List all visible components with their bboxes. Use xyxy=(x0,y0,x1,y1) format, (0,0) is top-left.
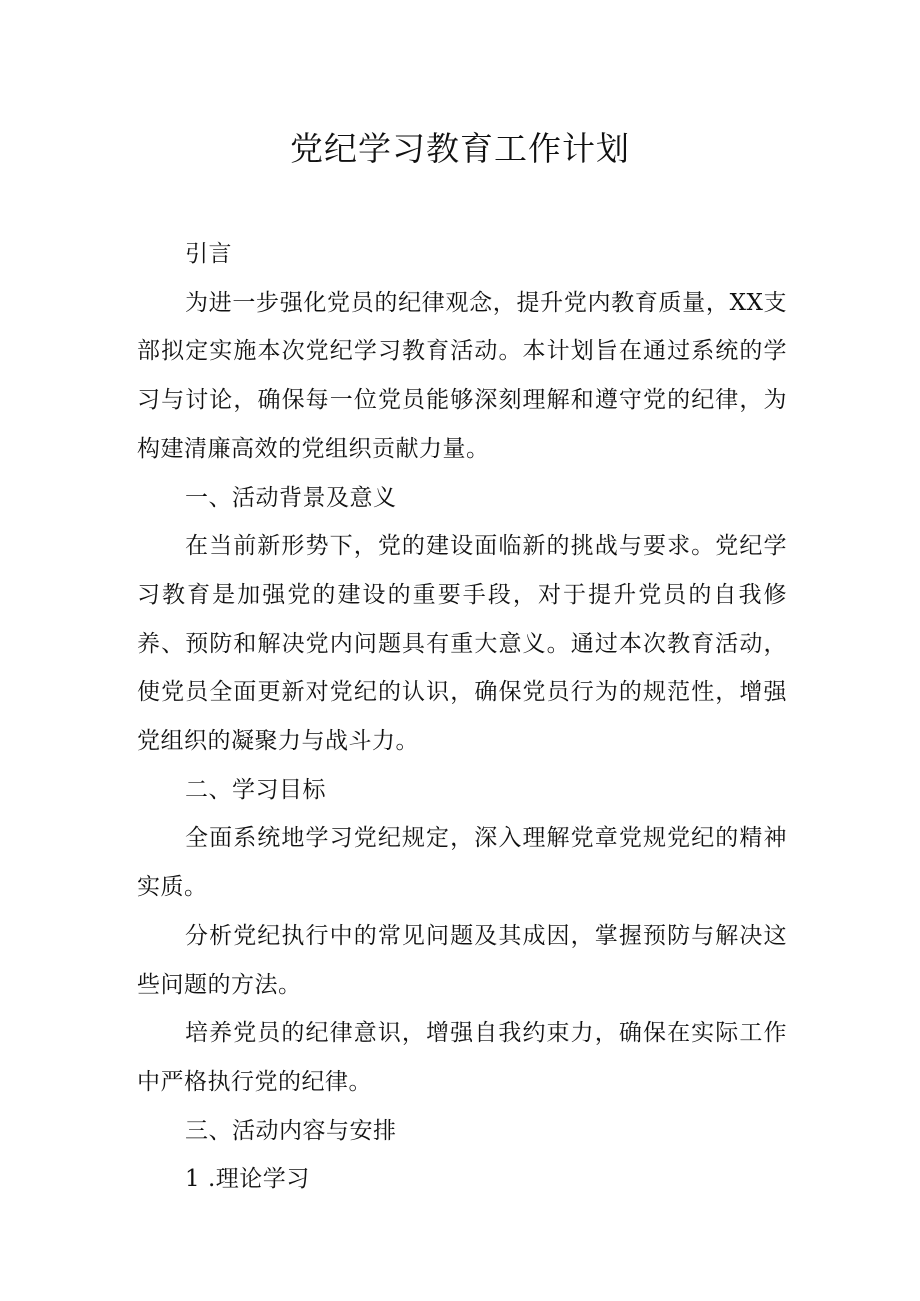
paragraph-goal-3: 培养党员的纪律意识，增强自我约束力，确保在实际工作中严格执行党的纪律。 xyxy=(137,1020,787,1095)
paragraph-intro: 为进一步强化党员的纪律观念，提升党内教育质量，XX支部拟定实施本次党纪学习教育活动。本计划旨在通过系统的学习与讨论，确保每一位党员能够深刻理解和遵守党的纪律，为构建清廉高效的党组织贡献力量。 xyxy=(137,289,787,462)
document-body xyxy=(137,230,787,1204)
paragraph-background: 在当前新形势下，党的建设面临新的挑战与要求。党纪学习教育是加强党的建设的重要手段，对于提升党员的自我修养、预防和解决党内问题具有重大意义。通过本次教育活动，使党员全面更新对党纪的认识，确保党员行为的规范性，增强党组织的凝聚力与战斗力。 xyxy=(137,533,787,755)
section-heading-content: 三、活动内容与安排 xyxy=(185,1117,397,1144)
section-heading-intro: 引言 xyxy=(185,241,232,267)
paragraph-goal-2: 分析党纪执行中的常见问题及其成因，掌握预防与解决这些问题的方法。 xyxy=(137,922,787,998)
document-title: 党纪学习教育工作计划 xyxy=(290,129,630,168)
paragraph-goal-1: 全面系统地学习党纪规定，深入理解党章党规党纪的精神实质。 xyxy=(137,825,787,901)
subsection-heading-theory: 1 .理论学习 xyxy=(185,1166,310,1193)
section-heading-background: 一、活动背景及意义 xyxy=(185,484,397,511)
section-heading-goals: 二、学习目标 xyxy=(185,776,326,803)
